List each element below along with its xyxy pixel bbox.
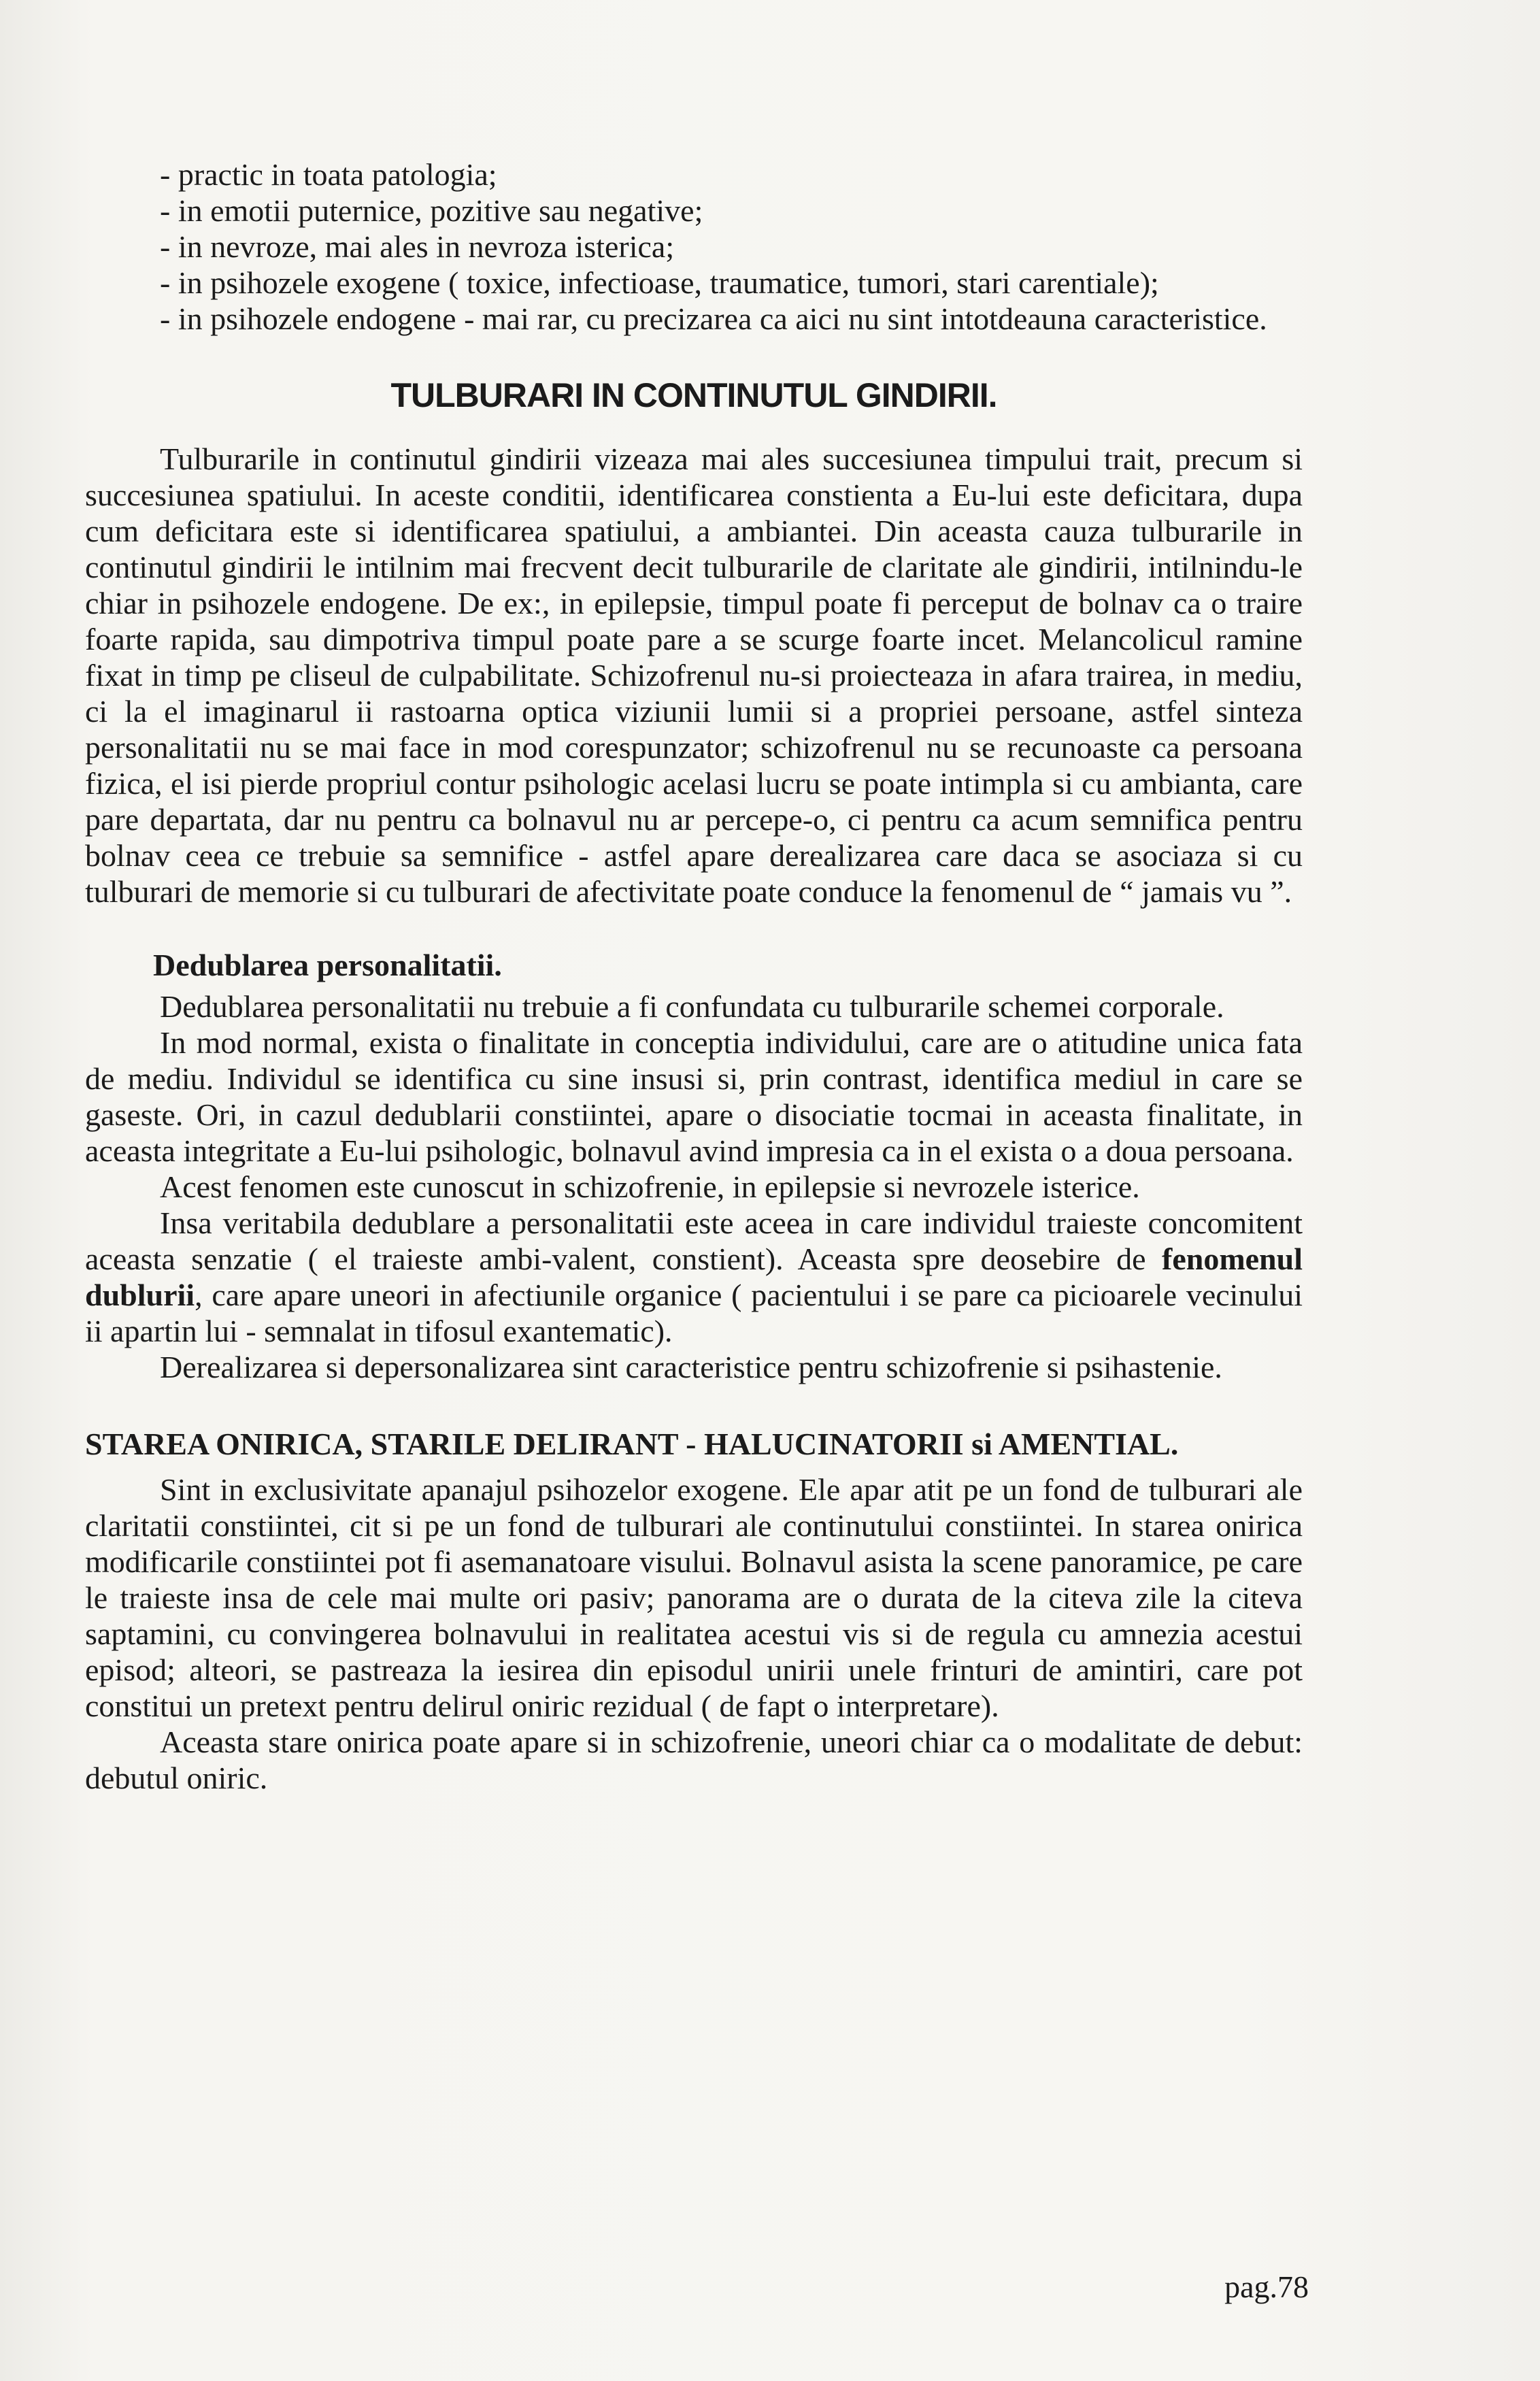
body-paragraph: Tulburarile in continutul gindirii vizeaza mai ales succesiunea timpului trait, precum si succesiunea spatiului. In aceste conditii, identificarea constienta a Eu-lui este deficitara, dupa cum deficitara este si identificarea spatiului, a ambiantei. Din aceasta cauza tulburarile in continutul gindirii le intilnim mai frecvent decit tulburarile de claritate ale gindirii, intilnindu-le chiar in psihozele endogene. De ex:, in epilepsie, timpul poate fi perceput de bolnav ca o traire foarte rapida, sau dimpotriva timpul poate pare a se scurge foarte incet. Melancolicul ramine fixat in timp pe cliseul de culpabilitate. Schizofrenul nu-si proiecteaza in afara trairea, in mediu, ci la el imaginarul ii rastoarna optica viziunii lumii si a propriei persoane, astfel sinteza personalitatii nu se mai face in mod corespunzator; schizofrenul nu se recunoaste ca persoana fizica, el isi pierde propriul contur psihologic acelasi lucru se poate intimpla si cu ambianta, care pare departata, dar nu pentru ca bolnavul nu ar percepe-o, ci pentru ca acum semnifica pentru bolnav ceea ce trebuie sa semnifice - astfel apare derealizarea care daca se asociaza si cu tulburari de memorie si cu tulburari de afectivitate poate conduce la fenomenul de “ jamais vu ”. [85,442,1303,909]
body-paragraph: Derealizarea si depersonalizarea sint caracteristice pentru schizofrenie si psihastenie. [160,1350,1222,1384]
text-run: , care apare uneori in afectiunile organice ( pacientului i se pare ca picioarele vecinului ii apartin lui - semnalat in tifosul exantematic). [85,1278,1303,1348]
section-title: STAREA ONIRICA, STARILE DELIRANT - HALUCINATORII si AMENTIAL. [85,1427,1179,1461]
list-item: - practic in toata patologia; [160,157,497,192]
body-paragraph: In mod normal, exista o finalitate in conceptia individului, care are o atitudine unica fata de mediu. Individul se identifica cu sine insusi si, prin contrast, identifica mediul in care se gaseste. Ori, in cazul dedublarii constiintei, apare o disociatie tocmai in aceasta finalitate, in aceasta integritate a Eu-lui psihologic, bolnavul avind impresia ca in el exista o a doua persoana. [85,1025,1303,1168]
page-number: pag.78 [1224,2269,1309,2304]
subsection-title: Dedublarea personalitatii. [153,948,502,982]
body-paragraph [85,1205,1303,1349]
intro-list [85,156,1303,337]
body-paragraph: Dedublarea personalitatii nu trebuie a fi confundata cu tulburarile schemei corporale. [160,989,1224,1024]
body-paragraph: Aceasta stare onirica poate apare si in schizofrenie, uneori chiar ca o modalitate de debut: debutul oniric. [85,1725,1303,1795]
bold-term: fenomenul dublurii [85,1242,1303,1312]
section-title: TULBURARI IN CONTINUTUL GINDIRII. [390,376,997,414]
body-paragraph: Acest fenomen este cunoscut in schizofrenie, in epilepsie si nevrozele isterice. [160,1169,1140,1204]
text-run: Insa veritabila dedublare a personalitatii este aceea in care individul traieste concomitent aceasta senzatie ( el traieste ambi-valent, constient). Aceasta spre deosebire de [85,1205,1303,1276]
list-item: - in nevroze, mai ales in nevroza isterica; [160,229,675,264]
body-paragraph: Sint in exclusivitate apanajul psihozelor exogene. Ele apar atit pe un fond de tulburari ale claritatii constiintei, cit si pe un fond de tulburari ale continutului constiintei. In starea onirica modificarile constiintei pot fi asemanatoare visului. Bolnavul asista la scene panoramice, pe care le traieste insa de cele mai multe ori pasiv; panorama are o durata de la citeva zile la citeva saptamini, cu convingerea bolnavului in realitatea acestui vis si de regula cu amnezia acestui episod; alteori, se pastreaza la iesirea din episodul unirii unele frinturi de amintiri, care pot constitui un pretext pentru delirul oniric rezidual ( de fapt o interpretare). [85,1472,1303,1723]
list-item: - in psihozele exogene ( toxice, infectioase, traumatice, tumori, stari carentiale); [160,265,1159,300]
page-body [85,156,1303,1796]
list-item: - in emotii puternice, pozitive sau negative; [160,193,703,228]
list-item: - in psihozele endogene - mai rar, cu precizarea ca aici nu sint intotdeauna caracteristice. [160,301,1267,336]
